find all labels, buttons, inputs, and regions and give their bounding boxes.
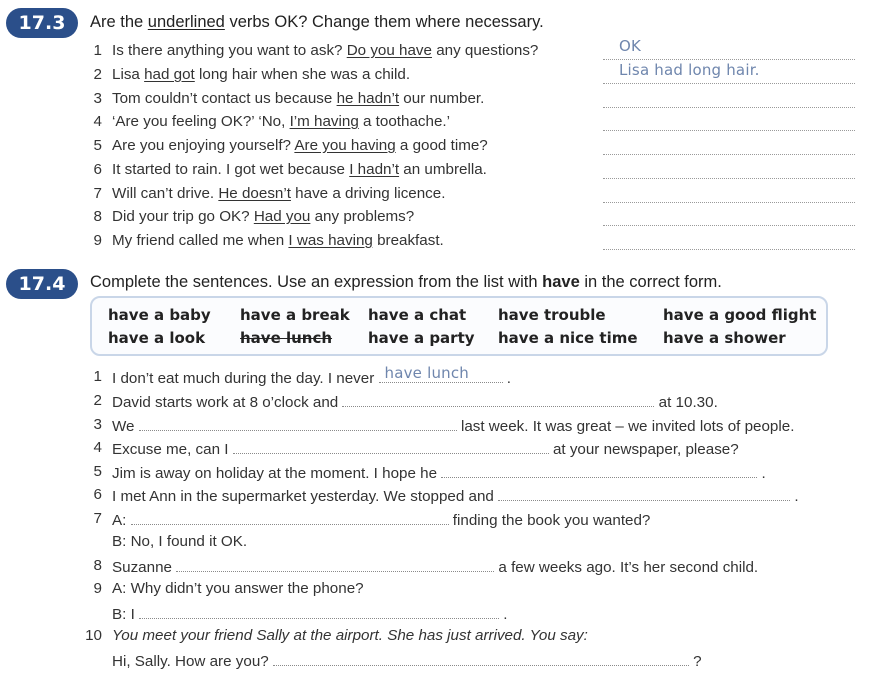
sentence-6: I met Ann in the supermarket yesterday. We stopped and . [112, 488, 799, 505]
sentence-10-context: You meet your friend Sally at the airport. She has just arrived. You say: [112, 627, 588, 644]
answer-line[interactable] [603, 230, 855, 250]
underlined-verb: I hadn’t [349, 161, 400, 178]
question-5: Are you enjoying yourself? Are you having a good time? [112, 137, 488, 154]
item-number: 2 [93, 66, 102, 83]
question-7: Will can’t drive. He doesn’t have a driving licence. [112, 185, 446, 202]
answer-line[interactable] [603, 159, 855, 179]
expression-item: have a nice time [498, 329, 638, 347]
underlined-verb: I’m having [289, 113, 359, 130]
sentence-7: A: finding the book you wanted? [112, 512, 651, 529]
sentence-9: A: Why didn’t you answer the phone? [112, 580, 364, 597]
exercise-badge-17-4: 17.4 [6, 269, 78, 299]
question-8: Did your trip go OK? Had you any problems? [112, 208, 415, 225]
expression-item: have a chat [368, 306, 467, 324]
underlined-verb: I was having [288, 232, 373, 249]
handwritten-answer: OK [619, 37, 642, 55]
expression-item: have a break [240, 306, 350, 324]
answer-blank[interactable] [342, 392, 654, 407]
underlined-verb: He doesn’t [218, 185, 291, 202]
answer-blank[interactable] [379, 364, 503, 383]
answer-line[interactable] [603, 111, 855, 131]
answer-line[interactable] [603, 88, 855, 108]
answer-line[interactable] [603, 206, 855, 226]
question-6: It started to rain. I got wet because I hadn’t an umbrella. [112, 161, 487, 178]
question-2: Lisa had got long hair when she was a child. [112, 66, 411, 83]
sentence-8: Suzanne a few weeks ago. It’s her second child. [112, 559, 759, 576]
answer-blank[interactable] [131, 510, 449, 525]
answer-blank[interactable] [273, 651, 689, 666]
answer-line[interactable] [603, 183, 855, 203]
answer-blank[interactable] [139, 416, 457, 431]
sentence-5: Jim is away on holiday at the moment. I hope he . [112, 465, 766, 482]
answer-line[interactable] [603, 37, 855, 60]
exercise-17-4-instruction: Complete the sentences. Use an expression from the list with have in the correct form. [90, 273, 722, 291]
item-number: 10 [85, 627, 102, 644]
handwritten-answer: have lunch [384, 364, 470, 382]
item-number: 9 [93, 232, 102, 249]
answer-line[interactable] [603, 135, 855, 155]
sentence-9-reply: B: I . [112, 606, 508, 623]
answer-line[interactable] [603, 61, 855, 84]
expression-item: have a shower [663, 329, 786, 347]
item-number: 3 [93, 416, 102, 433]
sentence-2: David starts work at 8 o’clock and at 10.30. [112, 394, 718, 411]
handwritten-answer: Lisa had long hair. [619, 61, 760, 79]
item-number: 8 [93, 208, 102, 225]
exercise-17-3-instruction: Are the underlined verbs OK? Change them where necessary. [90, 13, 544, 31]
underlined-verb: Had you [253, 208, 311, 225]
item-number: 3 [93, 90, 102, 107]
answer-blank[interactable] [498, 486, 790, 501]
item-number: 7 [93, 510, 102, 527]
answer-blank[interactable] [139, 604, 499, 619]
sentence-7-reply: B: No, I found it OK. [112, 533, 248, 550]
item-number: 5 [93, 137, 102, 154]
sentence-1: I don’t eat much during the day. I never have lunch . [112, 364, 511, 387]
item-number: 6 [93, 486, 102, 503]
answer-blank[interactable] [441, 463, 757, 478]
item-number: 2 [93, 392, 102, 409]
expression-item: have a good flight [663, 306, 817, 324]
sentence-4: Excuse me, can I at your newspaper, please? [112, 441, 739, 458]
item-number: 6 [93, 161, 102, 178]
item-number: 7 [93, 185, 102, 202]
underlined-verb: Are you having [294, 137, 396, 154]
question-3: Tom couldn’t contact us because he hadn’t our number. [112, 90, 485, 107]
expression-item: have trouble [498, 306, 606, 324]
item-number: 1 [93, 368, 102, 385]
expression-item: have a baby [108, 306, 211, 324]
expression-item: have a party [368, 329, 475, 347]
sentence-3: We last week. It was great – we invited lots of people. [112, 418, 795, 435]
expression-item: have a look [108, 329, 206, 347]
underlined-verb: Do you have [346, 42, 432, 59]
item-number: 9 [93, 580, 102, 597]
expression-item-used: have lunch [240, 329, 333, 347]
item-number: 5 [93, 463, 102, 480]
exercise-badge-17-3: 17.3 [6, 8, 78, 38]
item-number: 8 [93, 557, 102, 574]
sentence-10: Hi, Sally. How are you? ? [112, 653, 702, 670]
underlined-verb: had got [144, 66, 195, 83]
question-1: Is there anything you want to ask? Do you have any questions? [112, 42, 539, 59]
question-4: ‘Are you feeling OK?’ ‘No, I’m having a toothache.’ [112, 113, 450, 130]
answer-blank[interactable] [233, 439, 549, 454]
expression-list-box [90, 296, 828, 356]
underlined-verb: he hadn’t [336, 90, 400, 107]
item-number: 1 [93, 42, 102, 59]
answer-blank[interactable] [176, 557, 494, 572]
question-9: My friend called me when I was having breakfast. [112, 232, 444, 249]
item-number: 4 [93, 439, 102, 456]
item-number: 4 [93, 113, 102, 130]
